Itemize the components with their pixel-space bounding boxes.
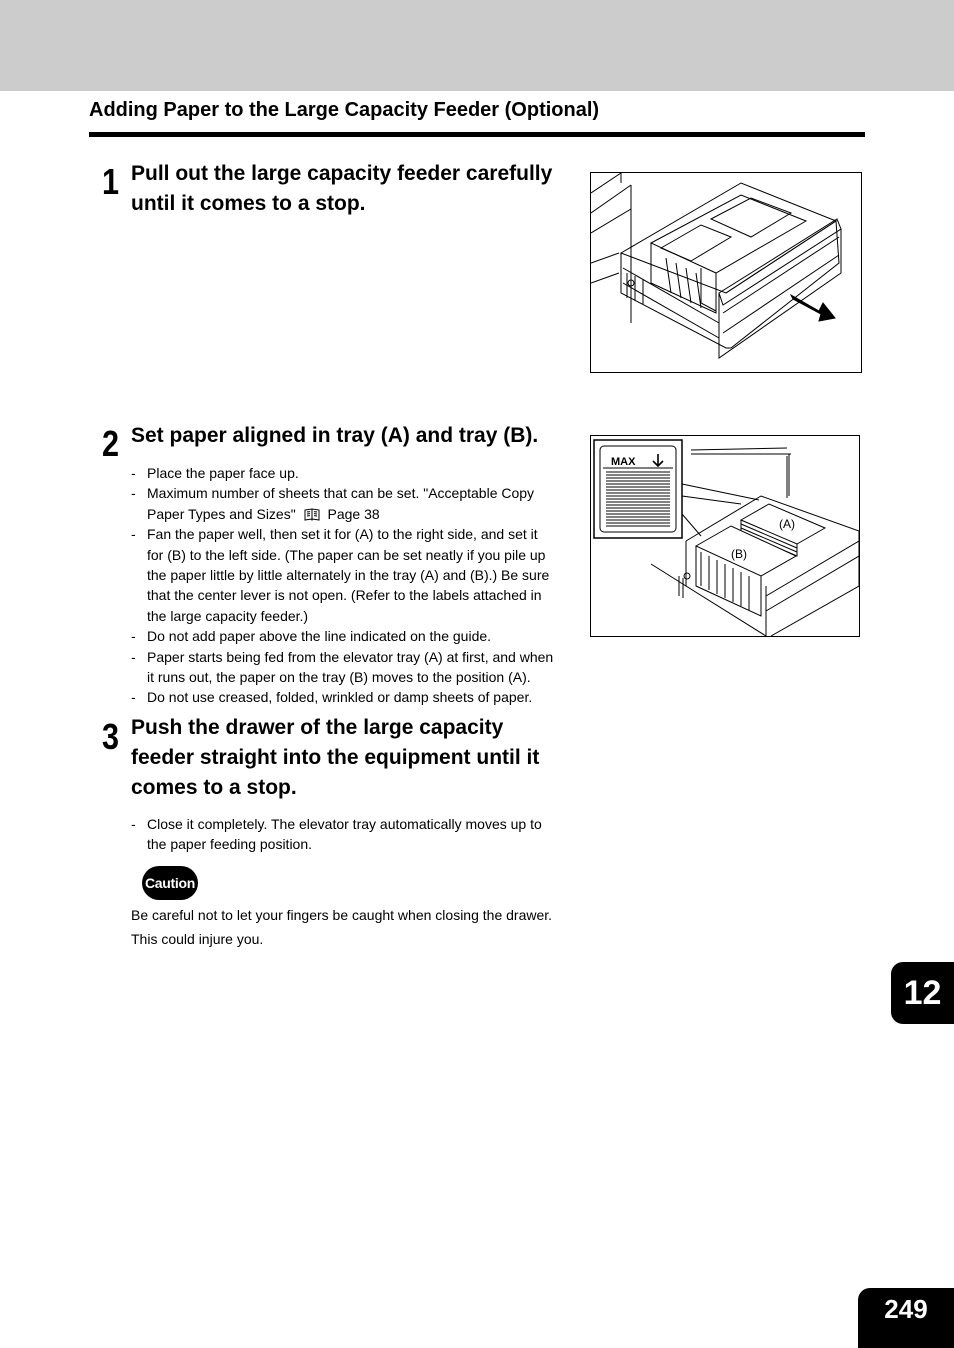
- step-1-heading-line: until it comes to a stop.: [131, 192, 366, 215]
- step-3-number: 3: [102, 716, 120, 757]
- page-number: 249: [858, 1288, 954, 1348]
- page-reference[interactable]: Page 38: [327, 505, 380, 522]
- step-3-heading-line: Push the drawer of the large capacity: [131, 716, 504, 739]
- caution-badge: Caution: [142, 866, 198, 900]
- list-item: - Fan the paper well, then set it for (A) to the right side, and set it for (B) to the left side. (The paper can be set neatly if you pile up the paper little by little alternately in the tray (A) and (B).) Be sure that the center lever is not open. (Refer to the labels attached in the large capacity feeder.): [131, 524, 571, 626]
- list-item: - Do not add paper above the line indicated on the guide.: [131, 626, 571, 646]
- tray-a-label: (A): [779, 517, 795, 531]
- list-item: - Do not use creased, folded, wrinkled or damp sheets of paper.: [131, 687, 571, 707]
- list-item: - Place the paper face up.: [131, 463, 571, 483]
- tray-loading-illustration: [590, 435, 860, 637]
- step-3-bullet-list: [131, 814, 571, 855]
- title-divider: [89, 132, 865, 137]
- list-item: - Maximum number of sheets that can be set. "Acceptable Copy Paper Types and Sizes" Page 38: [131, 483, 571, 524]
- caution-text: Be careful not to let your fingers be caught when closing the drawer.: [131, 907, 553, 923]
- step-3-heading-line: feeder straight into the equipment until it: [131, 746, 540, 769]
- list-item: - Paper starts being fed from the elevator tray (A) at first, and when it runs out, the paper on the tray (B) moves to the position (A).: [131, 647, 571, 688]
- arrow-down-icon: [653, 454, 663, 466]
- step-1-heading: [131, 159, 552, 219]
- header-band: [0, 0, 954, 91]
- step-2-bullet-list: [131, 463, 571, 708]
- max-label: MAX: [611, 456, 636, 468]
- step-2-number: 2: [102, 423, 120, 464]
- feeder-pull-out-illustration: [590, 172, 862, 373]
- step-2-heading: Set paper aligned in tray (A) and tray (B).: [131, 424, 539, 447]
- caution-text: This could injure you.: [131, 931, 264, 947]
- chapter-tab[interactable]: 12: [891, 962, 954, 1024]
- step-3-heading-line: comes to a stop.: [131, 776, 297, 799]
- list-item: - Close it completely. The elevator tray automatically moves up to the paper feeding position.: [131, 814, 571, 855]
- section-title: Adding Paper to the Large Capacity Feeder (Optional): [89, 99, 600, 121]
- book-icon: [304, 508, 320, 521]
- step-1-heading-line: Pull out the large capacity feeder carefully: [131, 162, 553, 185]
- arrow-icon: [791, 295, 835, 321]
- step-1-number: 1: [102, 161, 120, 202]
- step-3-heading: [131, 713, 539, 803]
- tray-b-label: (B): [731, 547, 747, 561]
